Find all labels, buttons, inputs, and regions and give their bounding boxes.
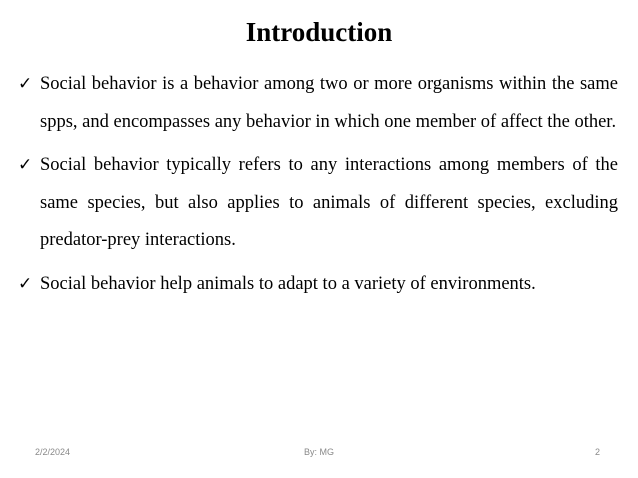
slide-title: Introduction bbox=[245, 17, 393, 47]
bullet-text: Social behavior help animals to adapt to a variety of environments. bbox=[40, 273, 536, 294]
bullet-list bbox=[18, 66, 618, 309]
bullet-text: Social behavior typically refers to any interactions among members of the same species, but also applies to animals of different species, excluding predator-prey interactions. bbox=[40, 155, 618, 250]
check-mark-icon: ✓ bbox=[18, 74, 33, 94]
slide-number: 2 bbox=[594, 447, 600, 457]
footer-author: By: MG bbox=[303, 447, 334, 457]
check-mark-icon: ✓ bbox=[18, 155, 33, 175]
bullet-text: Social behavior is a behavior among two or more organisms within the same spps, and encompasses any behavior in which one member of affect the other. bbox=[40, 74, 618, 132]
bullet-item bbox=[18, 147, 618, 260]
bullet-item bbox=[18, 66, 618, 141]
check-mark-icon: ✓ bbox=[18, 273, 33, 294]
footer-date: 2/2/2024 bbox=[35, 447, 71, 457]
bullet-item bbox=[18, 266, 618, 304]
